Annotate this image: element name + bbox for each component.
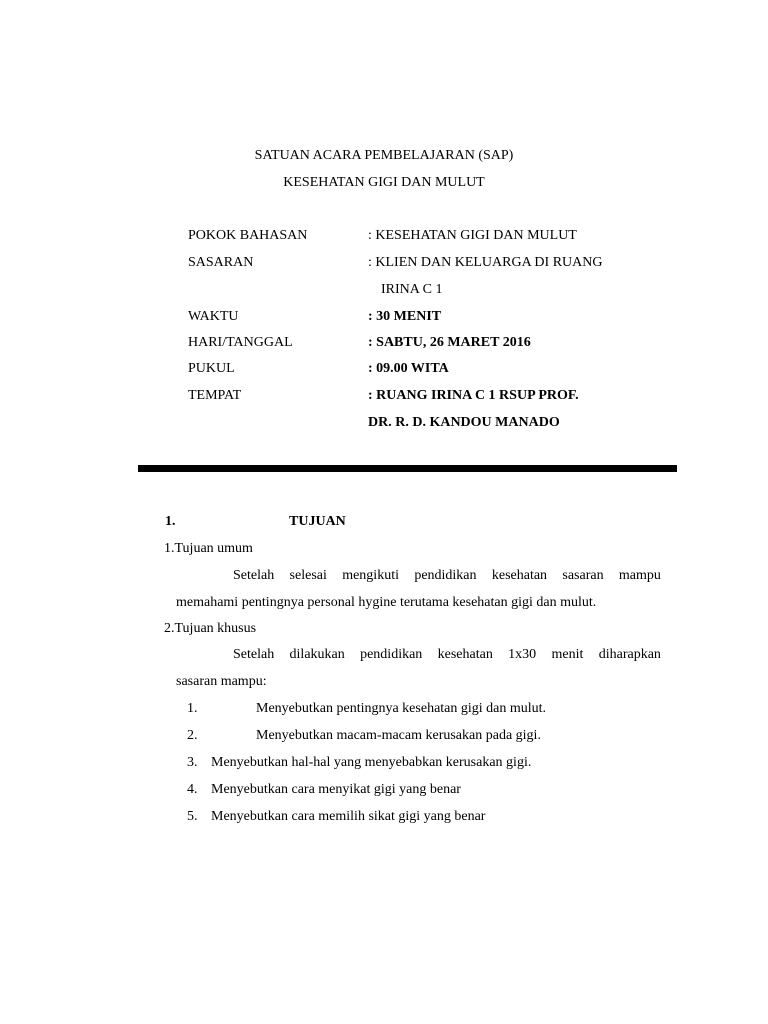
word: Setelah xyxy=(233,568,275,583)
info-value: : 30 MENIT xyxy=(368,309,442,324)
list-item: Menyebutkan hal-hal yang menyebabkan kerusakan gigi. xyxy=(211,755,532,770)
info-value: : SABTU, 26 MARET 2016 xyxy=(368,335,531,350)
word: mengikuti xyxy=(342,568,399,583)
info-label: SASARAN xyxy=(188,255,254,270)
info-label: POKOK BAHASAN xyxy=(188,228,308,243)
section-number: 1. xyxy=(165,514,176,529)
horizontal-divider xyxy=(138,465,677,472)
justified-paragraph-line xyxy=(233,567,661,585)
info-label: TEMPAT xyxy=(188,388,242,403)
word: mampu xyxy=(618,568,661,583)
list-item: Menyebutkan macam-macam kerusakan pada gigi. xyxy=(256,728,541,743)
word: dilakukan xyxy=(289,647,345,662)
info-value-continued: DR. R. D. KANDOU MANADO xyxy=(368,415,560,430)
info-value: : KESEHATAN GIGI DAN MULUT xyxy=(368,228,577,243)
document-title: SATUAN ACARA PEMBELAJARAN (SAP) xyxy=(254,148,514,163)
info-value-continued: IRINA C 1 xyxy=(381,282,443,297)
info-label: HARI/TANGGAL xyxy=(188,335,293,350)
word: pendidikan xyxy=(414,568,477,583)
info-value: : KLIEN DAN KELUARGA DI RUANG xyxy=(368,255,603,270)
paragraph-line: memahami pentingnya personal hygine terutama kesehatan gigi dan mulut. xyxy=(176,595,597,610)
word: pendidikan xyxy=(360,647,423,662)
subsection-heading: 1.Tujuan umum xyxy=(164,541,253,556)
list-number: 5. xyxy=(187,809,198,824)
justified-paragraph-line xyxy=(233,646,661,664)
paragraph-line: sasaran mampu: xyxy=(176,674,267,689)
word: sasaran xyxy=(562,568,604,583)
list-item: Menyebutkan cara memilih sikat gigi yang benar xyxy=(211,809,486,824)
word: kesehatan xyxy=(491,568,548,583)
word: diharapkan xyxy=(598,647,661,662)
word: 1x30 xyxy=(508,647,537,662)
word: menit xyxy=(551,647,584,662)
word: kesehatan xyxy=(437,647,493,662)
list-item: Menyebutkan pentingnya kesehatan gigi dan mulut. xyxy=(256,701,547,716)
list-number: 2. xyxy=(187,728,198,743)
info-value: : RUANG IRINA C 1 RSUP PROF. xyxy=(368,388,579,403)
list-number: 3. xyxy=(187,755,198,770)
info-label: WAKTU xyxy=(188,309,239,324)
section-title: TUJUAN xyxy=(289,514,346,529)
word: Setelah xyxy=(233,647,275,662)
list-number: 1. xyxy=(187,701,198,716)
info-value: : 09.00 WITA xyxy=(368,361,449,376)
subsection-heading: 2.Tujuan khusus xyxy=(164,621,257,636)
list-number: 4. xyxy=(187,782,198,797)
word: selesai xyxy=(289,568,327,583)
info-label: PUKUL xyxy=(188,361,235,376)
document-subtitle: KESEHATAN GIGI DAN MULUT xyxy=(283,175,485,190)
list-item: Menyebutkan cara menyikat gigi yang benar xyxy=(211,782,461,797)
